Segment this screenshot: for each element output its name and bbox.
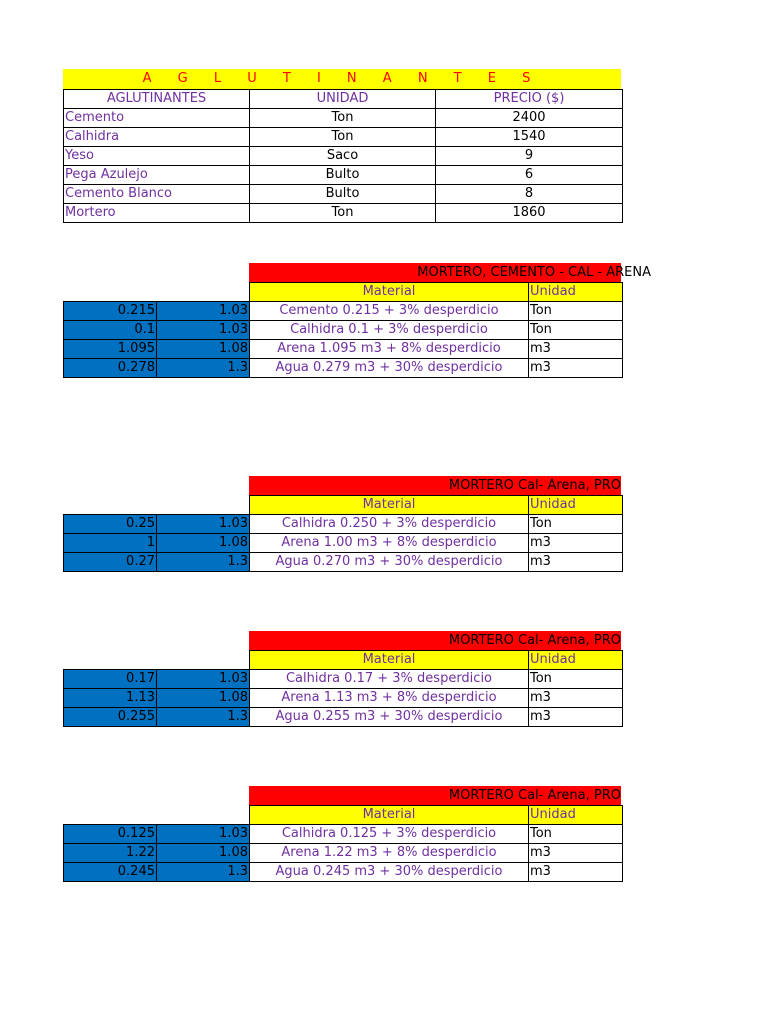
- qty-cell: 0.255: [64, 708, 157, 727]
- table-row: [64, 844, 623, 863]
- row-price: 2400: [436, 109, 623, 128]
- table-row: [64, 825, 623, 844]
- table-row: [64, 321, 623, 340]
- blank-cell: [64, 283, 157, 302]
- material-cell: Agua 0.279 m3 + 30% desperdicio: [250, 359, 529, 378]
- material-cell: Calhidra 0.17 + 3% desperdicio: [250, 670, 529, 689]
- table-row: [64, 689, 623, 708]
- factor-cell: 1.03: [157, 670, 250, 689]
- factor-cell: 1.08: [157, 534, 250, 553]
- material-cell: Arena 1.13 m3 + 8% desperdicio: [250, 689, 529, 708]
- row-name: Yeso: [64, 147, 250, 166]
- header-unidad: UNIDAD: [250, 90, 436, 109]
- mortar-title-text: MORTERO Cal- Arena, PRO: [448, 633, 621, 648]
- qty-cell: 1: [64, 534, 157, 553]
- unit-cell: Ton: [529, 302, 623, 321]
- factor-cell: 1.03: [157, 302, 250, 321]
- header-unidad: Unidad: [529, 651, 623, 670]
- table-row: [64, 359, 623, 378]
- material-cell: Calhidra 0.250 + 3% desperdicio: [250, 515, 529, 534]
- row-name: Mortero: [64, 204, 250, 223]
- unit-cell: m3: [529, 689, 623, 708]
- qty-cell: 1.13: [64, 689, 157, 708]
- mortar-title-text: MORTERO, CEMENTO - CAL - ARENA: [417, 265, 651, 280]
- unit-cell: Ton: [529, 515, 623, 534]
- unit-cell: m3: [529, 863, 623, 882]
- row-price: 1540: [436, 128, 623, 147]
- row-unit: Ton: [250, 109, 436, 128]
- table-row: [64, 147, 623, 166]
- table-row: [64, 128, 623, 147]
- header-precio: PRECIO ($): [436, 90, 623, 109]
- unit-cell: m3: [529, 340, 623, 359]
- mortar-title: [249, 263, 651, 282]
- table-header-row: [64, 283, 623, 302]
- qty-cell: 0.125: [64, 825, 157, 844]
- row-price: 1860: [436, 204, 623, 223]
- blank-cell: [157, 496, 250, 515]
- row-unit: Bulto: [250, 166, 436, 185]
- qty-cell: 1.095: [64, 340, 157, 359]
- table-row: [64, 534, 623, 553]
- qty-cell: 0.25: [64, 515, 157, 534]
- row-price: 9: [436, 147, 623, 166]
- row-price: 6: [436, 166, 623, 185]
- unit-cell: m3: [529, 534, 623, 553]
- qty-cell: 0.17: [64, 670, 157, 689]
- mortar-title: [249, 786, 621, 805]
- table-row: [64, 302, 623, 321]
- row-name: Cemento Blanco: [64, 185, 250, 204]
- qty-cell: 1.22: [64, 844, 157, 863]
- header-unidad: Unidad: [529, 806, 623, 825]
- header-unidad: Unidad: [529, 283, 623, 302]
- factor-cell: 1.08: [157, 844, 250, 863]
- material-cell: Agua 0.255 m3 + 30% desperdicio: [250, 708, 529, 727]
- table-row: [64, 185, 623, 204]
- header-unidad: Unidad: [529, 496, 623, 515]
- table-header-row: [64, 651, 623, 670]
- table-row: [64, 515, 623, 534]
- blank-cell: [157, 806, 250, 825]
- mortar-title-text: MORTERO Cal- Arena, PRO: [448, 478, 621, 493]
- unit-cell: Ton: [529, 321, 623, 340]
- factor-cell: 1.3: [157, 863, 250, 882]
- table-row: [64, 204, 623, 223]
- blank-cell: [64, 806, 157, 825]
- aglutinantes-table: [63, 89, 623, 223]
- unit-cell: m3: [529, 708, 623, 727]
- row-name: Cemento: [64, 109, 250, 128]
- material-cell: Arena 1.095 m3 + 8% desperdicio: [250, 340, 529, 359]
- table-row: [64, 166, 623, 185]
- mortar-title: [249, 476, 621, 495]
- material-cell: Agua 0.245 m3 + 30% desperdicio: [250, 863, 529, 882]
- table-row: [64, 863, 623, 882]
- table-header-row: [64, 496, 623, 515]
- material-cell: Calhidra 0.125 + 3% desperdicio: [250, 825, 529, 844]
- header-material: Material: [250, 806, 529, 825]
- table-header-row: [64, 806, 623, 825]
- qty-cell: 0.245: [64, 863, 157, 882]
- row-name: Pega Azulejo: [64, 166, 250, 185]
- material-cell: Agua 0.270 m3 + 30% desperdicio: [250, 553, 529, 572]
- mortar-table-1: [63, 282, 623, 378]
- factor-cell: 1.03: [157, 321, 250, 340]
- table-row: [64, 340, 623, 359]
- mortar-table-3: [63, 650, 623, 727]
- factor-cell: 1.3: [157, 708, 250, 727]
- row-unit: Saco: [250, 147, 436, 166]
- qty-cell: 0.215: [64, 302, 157, 321]
- factor-cell: 1.3: [157, 359, 250, 378]
- header-material: Material: [250, 651, 529, 670]
- material-cell: Calhidra 0.1 + 3% desperdicio: [250, 321, 529, 340]
- row-name: Calhidra: [64, 128, 250, 147]
- mortar-title: [249, 631, 621, 650]
- aglutinantes-title: A G L U T I N A N T E S: [63, 69, 621, 89]
- row-unit: Bulto: [250, 185, 436, 204]
- factor-cell: 1.3: [157, 553, 250, 572]
- unit-cell: m3: [529, 844, 623, 863]
- qty-cell: 0.1: [64, 321, 157, 340]
- unit-cell: Ton: [529, 670, 623, 689]
- row-price: 8: [436, 185, 623, 204]
- table-row: [64, 670, 623, 689]
- unit-cell: m3: [529, 553, 623, 572]
- header-aglutinantes: AGLUTINANTES: [64, 90, 250, 109]
- mortar-table-2: [63, 495, 623, 572]
- unit-cell: m3: [529, 359, 623, 378]
- unit-cell: Ton: [529, 825, 623, 844]
- table-row: [64, 553, 623, 572]
- material-cell: Arena 1.00 m3 + 8% desperdicio: [250, 534, 529, 553]
- qty-cell: 0.278: [64, 359, 157, 378]
- qty-cell: 0.27: [64, 553, 157, 572]
- blank-cell: [157, 651, 250, 670]
- header-material: Material: [250, 496, 529, 515]
- material-cell: Cemento 0.215 + 3% desperdicio: [250, 302, 529, 321]
- mortar-title-text: MORTERO Cal- Arena, PRO: [448, 788, 621, 803]
- row-unit: Ton: [250, 204, 436, 223]
- factor-cell: 1.03: [157, 825, 250, 844]
- factor-cell: 1.08: [157, 340, 250, 359]
- material-cell: Arena 1.22 m3 + 8% desperdicio: [250, 844, 529, 863]
- row-unit: Ton: [250, 128, 436, 147]
- blank-cell: [157, 283, 250, 302]
- table-row: [64, 109, 623, 128]
- table-header-row: [64, 90, 623, 109]
- header-material: Material: [250, 283, 529, 302]
- factor-cell: 1.03: [157, 515, 250, 534]
- table-row: [64, 708, 623, 727]
- factor-cell: 1.08: [157, 689, 250, 708]
- mortar-table-4: [63, 805, 623, 882]
- blank-cell: [64, 496, 157, 515]
- blank-cell: [64, 651, 157, 670]
